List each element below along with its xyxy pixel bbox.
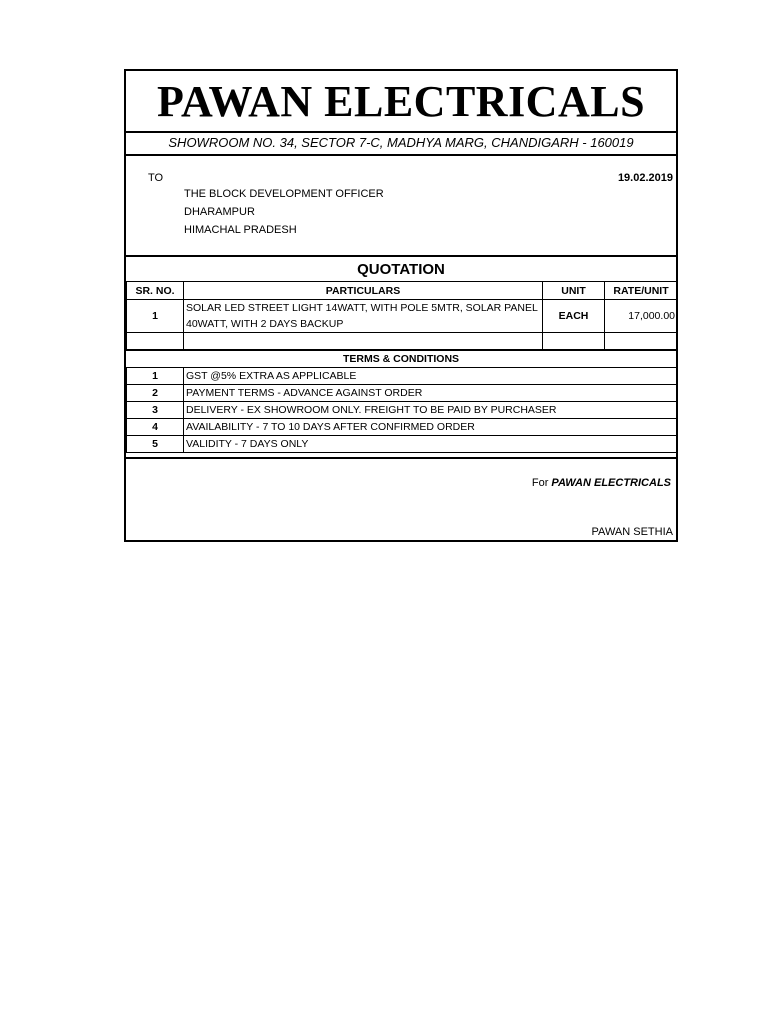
for-prefix: For bbox=[531, 477, 549, 489]
column-header-sr: SR. NO. bbox=[127, 282, 184, 300]
term-number: 3 bbox=[127, 402, 184, 419]
term-number: 1 bbox=[127, 368, 184, 385]
column-header-rate: RATE/UNIT bbox=[605, 282, 678, 300]
signature-block bbox=[126, 457, 676, 544]
item-rate: 17,000.00 bbox=[605, 300, 678, 333]
term-number: 5 bbox=[127, 436, 184, 453]
for-company-line bbox=[532, 477, 671, 489]
quotation-date: 19.02.2019 bbox=[617, 172, 673, 184]
terms-title: TERMS & CONDITIONS bbox=[126, 350, 676, 368]
terms-table bbox=[126, 367, 678, 453]
terms-row bbox=[127, 436, 678, 453]
item-particulars-line: SOLAR LED STREET LIGHT 14WATT, WITH POLE 5MTR, SOLAR PANEL bbox=[186, 302, 538, 314]
recipient-line: THE BLOCK DEVELOPMENT OFFICER bbox=[184, 188, 384, 200]
terms-row bbox=[127, 402, 678, 419]
items-table bbox=[126, 281, 678, 350]
column-header-particulars: PARTICULARS bbox=[184, 282, 543, 300]
item-particulars-line: 40WATT, WITH 2 DAYS BACKUP bbox=[186, 318, 344, 330]
company-address: SHOWROOM NO. 34, SECTOR 7-C, MADHYA MARG, CHANDIGARH - 160019 bbox=[126, 131, 676, 156]
term-text: PAYMENT TERMS - ADVANCE AGAINST ORDER bbox=[184, 385, 678, 402]
recipient-line: HIMACHAL PRADESH bbox=[184, 224, 297, 236]
term-text: AVAILABILITY - 7 TO 10 DAYS AFTER CONFIRMED ORDER bbox=[184, 419, 678, 436]
term-text: GST @5% EXTRA AS APPLICABLE bbox=[184, 368, 678, 385]
quotation-title: QUOTATION bbox=[126, 255, 676, 283]
to-label: TO bbox=[148, 172, 164, 184]
terms-row bbox=[127, 368, 678, 385]
terms-row bbox=[127, 385, 678, 402]
recipient-line: DHARAMPUR bbox=[184, 206, 255, 218]
terms-row bbox=[127, 419, 678, 436]
term-number: 2 bbox=[127, 385, 184, 402]
table-row-empty bbox=[127, 333, 678, 350]
quotation-document bbox=[124, 69, 678, 542]
column-header-unit: UNIT bbox=[543, 282, 605, 300]
item-particulars bbox=[184, 300, 543, 333]
term-number: 4 bbox=[127, 419, 184, 436]
items-header-row bbox=[127, 282, 678, 300]
table-row bbox=[127, 300, 678, 333]
for-company-name: PAWAN ELECTRICALS bbox=[551, 477, 671, 489]
company-name: PAWAN ELECTRICALS bbox=[156, 77, 646, 126]
recipient-block bbox=[126, 154, 676, 255]
item-unit: EACH bbox=[543, 300, 605, 333]
signatory-name: PAWAN SETHIA bbox=[591, 526, 673, 538]
term-text: DELIVERY - EX SHOWROOM ONLY. FREIGHT TO BE PAID BY PURCHASER bbox=[184, 402, 678, 419]
term-text: VALIDITY - 7 DAYS ONLY bbox=[184, 436, 678, 453]
item-sr-no: 1 bbox=[127, 300, 184, 333]
